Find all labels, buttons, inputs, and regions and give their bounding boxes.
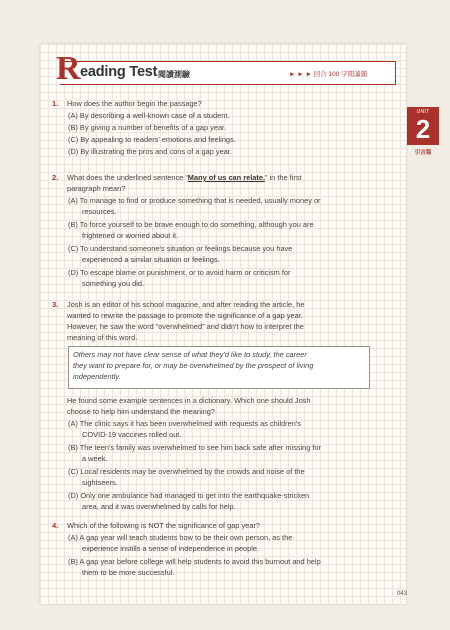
q4-option-a: (A) A gap year will teach students how to be their own person, as the	[68, 533, 293, 542]
q3-stem-line2: wanted to rewrite the passage to promote the significance of a gap year.	[67, 311, 303, 320]
q3-stem2-line2: choose to help him understand the meaning?	[67, 407, 215, 416]
q2-underlined-sentence: Many of us can relate.	[187, 173, 266, 182]
q3-option-c: (C) Local residents may be overwhelmed by the crowds and noise of the	[68, 467, 305, 476]
q2-stem: What does the underlined sentence “Many of us can relate.” in the first	[67, 173, 302, 182]
q3-option-a: (A) The clinic says it has been overwhelmed with requests as children's	[68, 419, 301, 428]
q1-option-a: (A) By describing a well-known case of a student.	[68, 111, 230, 120]
header-right-label: ► ► ► 回合 100 字閱讀題	[289, 71, 368, 78]
q1-option-c: (C) By appealing to readers' emotions and feelings.	[68, 135, 236, 144]
unit-tab-label: 引言篇	[414, 150, 432, 156]
q2-number: 2.	[52, 173, 59, 182]
q3-option-b: (B) The teen's family was overwhelmed to see him back safe after missing for	[68, 443, 322, 452]
q2-option-b: (B) To force yourself to be brave enough to do something, although you are	[68, 220, 314, 229]
q2-option-a: (A) To manage to find or produce something that is needed, usually money or	[68, 196, 321, 205]
header-big-letter: R	[56, 50, 81, 87]
q3-number: 3.	[52, 300, 59, 309]
q4-number: 4.	[52, 521, 59, 530]
q4-stem: Which of the following is NOT the significance of gap year?	[67, 521, 260, 530]
header-subtitle: 閱讀測驗	[158, 70, 190, 79]
unit-tab-top: UNIT	[416, 109, 430, 115]
q3-stem-line1: Josh is an editor of his school magazine, and after reading the article, he	[67, 300, 305, 309]
q1-option-d: (D) By illustrating the pros and cons of a gap year.	[68, 147, 232, 156]
q3-stem2-line1: He found some example sentences in a dictionary. Which one should Josh	[67, 396, 311, 405]
q4-option-a-cont: experience instills a sense of independence in people.	[82, 544, 260, 553]
q2-option-b-cont: frightened or worried about it.	[82, 231, 179, 240]
page-number: 043	[397, 591, 408, 597]
q4-option-b-cont: them to be more successful.	[82, 568, 175, 577]
q3-option-d: (D) Only one ambulance had managed to get into the earthquake-stricken	[68, 491, 310, 500]
q2-option-c-cont: experienced a similar situation or feelings.	[82, 255, 220, 264]
q2-option-c: (C) To understand someone's situation or feelings because you have	[68, 244, 293, 253]
q3-quote-line3: independently.	[73, 372, 121, 381]
q2-stem-line2: paragraph mean?	[67, 184, 126, 193]
q2-option-a-cont: resources.	[82, 207, 117, 216]
q2-option-d: (D) To escape blame or punishment, or to avoid harm or criticism for	[68, 268, 291, 277]
q1-number: 1.	[52, 99, 59, 108]
q2-option-d-cont: something you did.	[82, 279, 145, 288]
q3-option-b-cont: a week.	[82, 454, 108, 463]
q3-option-d-cont: area, and it was overwhelmed by calls for help.	[82, 502, 236, 511]
q3-stem-line3: However, he saw the word “overwhelmed” and didn't how to interpret the	[67, 322, 304, 331]
q3-stem-line4: meaning of this word.	[67, 333, 138, 342]
q1-option-b: (B) By giving a number of benefits of a gap year.	[68, 123, 227, 132]
q3-quote-line1: Others may not have clear sense of what they'd like to study, the career	[73, 350, 307, 359]
q1-stem: How does the author begin the passage?	[67, 99, 202, 108]
q3-quote-line2: they want to prepare for, or may be overwhelmed by the prospect of living	[73, 361, 314, 370]
unit-tab-number: 2	[415, 114, 431, 144]
q3-option-a-cont: COVID-19 vaccines rolled out.	[82, 430, 182, 439]
q3-option-c-cont: sightseers.	[82, 478, 118, 487]
unit-tab	[407, 107, 439, 145]
header-title: eading Test	[80, 64, 158, 80]
q4-option-b: (B) A gap year before college will help students to avoid this burnout and help	[68, 557, 321, 566]
